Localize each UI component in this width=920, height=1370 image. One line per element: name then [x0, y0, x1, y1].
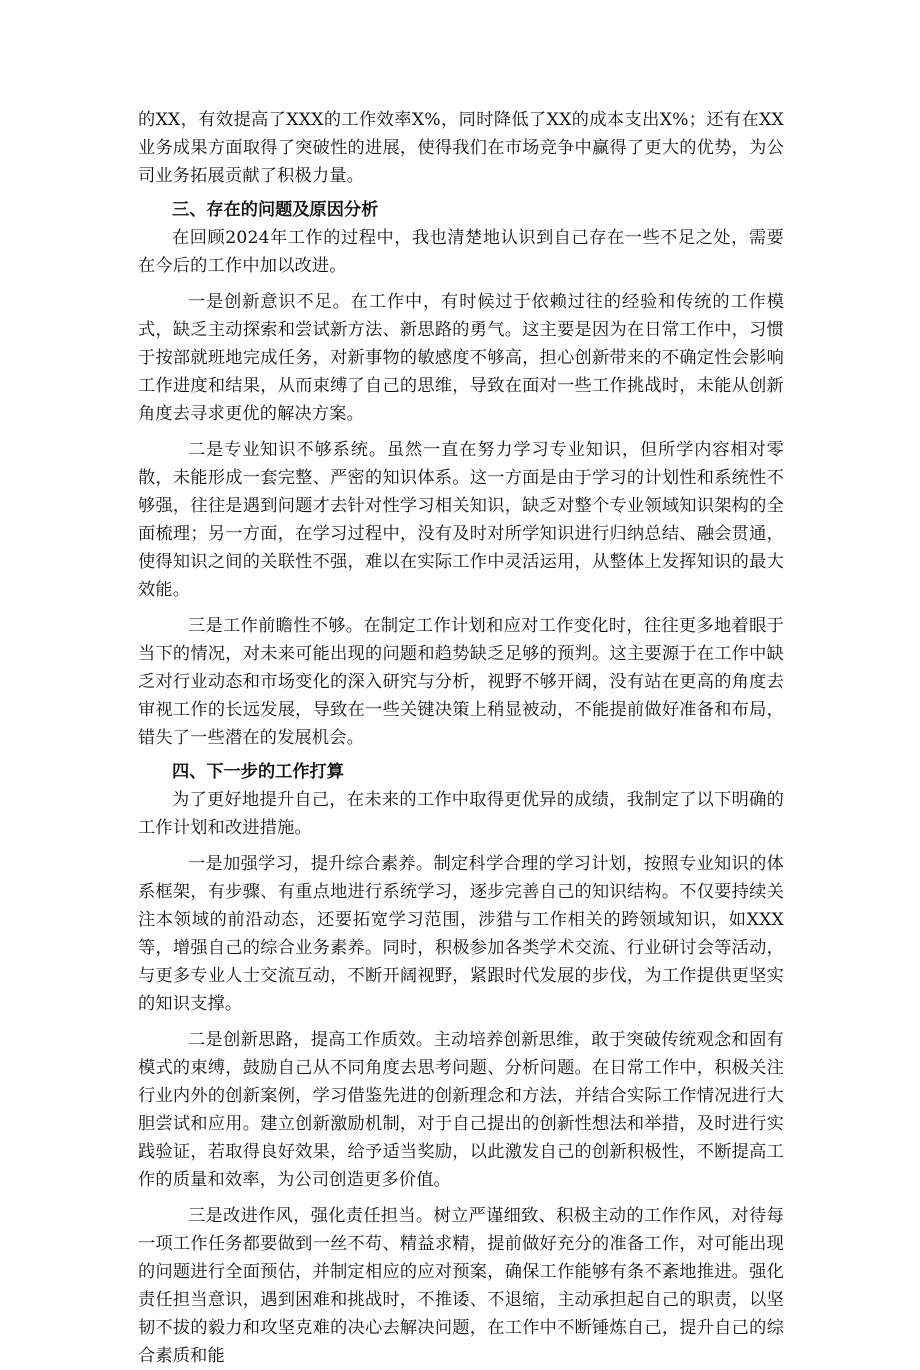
- paragraph-plan-3: 三是改进作风，强化责任担当。树立严谨细致、积极主动的工作作风，对待每一项工作任务都要做到一丝不苟、精益求精，提前做好充分的准备工作，对可能出现的问题进行全面预估，并制定相应的应对预案，确保工作能够有条不紊地推进。强化责任担当意识，遇到困难和挑战时，不推诿、不退缩，主动承担起自己的职责，以坚韧不拔的毅力和攻坚克难的决心去解决问题，在工作中不断锤炼自己，提升自己的综合素质和能: [138, 1206, 784, 1366]
- paragraph-plan-2: 二是创新思路，提高工作质效。主动培养创新思维，敢于突破传统观念和固有模式的束缚，鼓励自己从不同角度去思考问题、分析问题。在日常工作中，积极关注行业内外的创新案例，学习借鉴先进的创新理念和方法，并结合实际工作情况进行大胆尝试和应用。建立创新激励机制，对于自己提出的创新性想法和举措，及时进行实践验证，若取得良好效果，给予适当奖励，以此激发自己的创新积极性，不断提高工作的质量和效率，为公司创造更多价值。: [138, 1030, 784, 1190]
- section-heading-3: 三、存在的问题及原因分析: [172, 200, 379, 220]
- paragraph-review-intro: 在回顾2024年工作的过程中，我也清楚地认识到自己存在一些不足之处，需要在今后的工作中加以改进。: [138, 228, 784, 276]
- paragraph-problem-3: 三是工作前瞻性不够。在制定工作计划和应对工作变化时，往往更多地着眼于当下的情况，对未来可能出现的问题和趋势缺乏足够的预判。这主要源于在工作中缺乏对行业动态和市场变化的深入研究与分析，视野不够开阔，没有站在更高的角度去审视工作的长远发展，导致在一些关键决策上稍显被动，不能提前做好准备和布局，错失了一些潜在的发展机会。: [138, 616, 784, 748]
- paragraph-plan-intro: 为了更好地提升自己，在未来的工作中取得更优异的成绩，我制定了以下明确的工作计划和改进措施。: [138, 790, 784, 838]
- paragraph-problem-1: 一是创新意识不足。在工作中，有时候过于依赖过往的经验和传统的工作模式，缺乏主动探索和尝试新方法、新思路的勇气。这主要是因为在日常工作中，习惯于按部就班地完成任务，对新事物的敏感度不够高，担心创新带来的不确定性会影响工作进度和结果，从而束缚了自己的思维，导致在面对一些工作挑战时，未能从创新角度去寻求更优的解决方案。: [138, 292, 784, 424]
- document-page: [138, 106, 784, 1370]
- paragraph-plan-1: 一是加强学习，提升综合素养。制定科学合理的学习计划，按照专业知识的体系框架，有步骤、有重点地进行系统学习，逐步完善自己的知识结构。不仅要持续关注本领域的前沿动态，还要拓宽学习范围，涉猎与工作相关的跨领域知识，如XXX等，增强自己的综合业务素养。同时，积极参加各类学术交流、行业研讨会等活动，与更多专业人士交流互动，不断开阔视野，紧跟时代发展的步伐，为工作提供更坚实的知识支撑。: [138, 854, 784, 1014]
- paragraph-problem-2: 二是专业知识不够系统。虽然一直在努力学习专业知识，但所学内容相对零散，未能形成一套完整、严密的知识体系。这一方面是由于学习的计划性和系统性不够强，往往是遇到问题才去针对性学习相关知识，缺乏对整个专业领域知识架构的全面梳理；另一方面，在学习过程中，没有及时对所学知识进行归纳总结、融会贯通，使得知识之间的关联性不强，难以在实际工作中灵活运用，从整体上发挥知识的最大效能。: [138, 440, 784, 600]
- section-heading-4: 四、下一步的工作打算: [172, 762, 344, 782]
- paragraph-continuation: 的XX，有效提高了XXX的工作效率X%，同时降低了XX的成本支出X%；还有在XX业务成果方面取得了突破性的进展，使得我们在市场竞争中赢得了更大的优势，为公司业务拓展贡献了积极力量。: [138, 110, 784, 186]
